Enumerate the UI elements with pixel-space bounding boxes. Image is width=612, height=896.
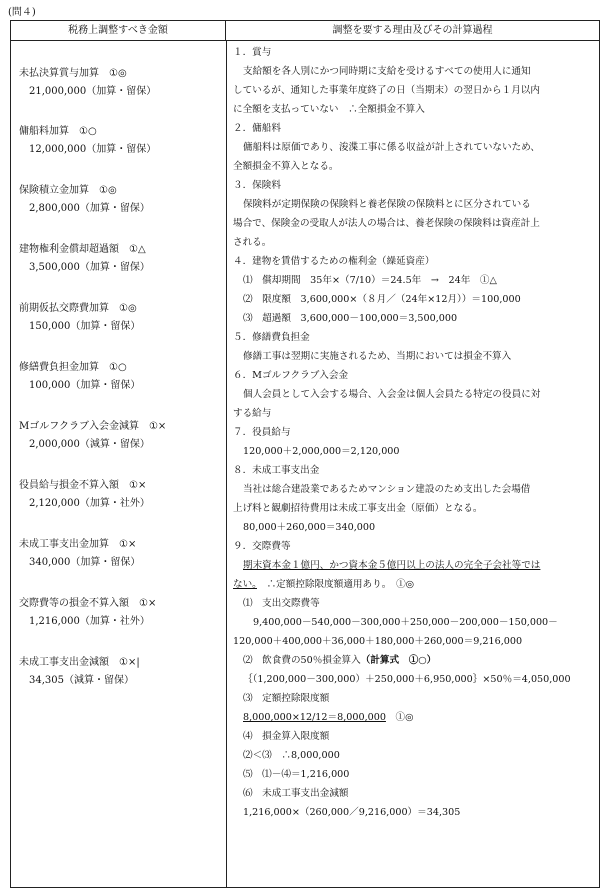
item-name: 保険積立金加算 bbox=[19, 185, 89, 196]
item-amount: 2,000,000（減算・留保） bbox=[29, 439, 150, 450]
reason-subtitle: （計算式 ①○） bbox=[360, 655, 437, 666]
item-amount: 34,305（減算・留保） bbox=[29, 675, 134, 686]
reason-line: 8,000,000×12/12＝8,000,000 bbox=[243, 712, 386, 723]
reason-text bbox=[233, 43, 595, 822]
reason-line: ない。 bbox=[233, 579, 257, 590]
grade-mark: ①×| bbox=[119, 657, 140, 668]
item-entertainment-nondeductible bbox=[19, 595, 156, 631]
reason-line: ⑶ 超過額 3,600,000－100,000＝3,500,000 bbox=[243, 313, 458, 324]
item-name: 未払決算賞与加算 bbox=[19, 68, 99, 79]
item-amount: 3,500,000（加算・留保） bbox=[29, 262, 150, 273]
grade-mark: ①○ bbox=[109, 362, 127, 373]
reason-line: ⑵＜⑶ ∴8,000,000 bbox=[243, 750, 340, 761]
reason-line: しているが、通知した事業年度終了の日（当期末）の翌日から１月以内 bbox=[233, 85, 540, 96]
reason-line: される。 bbox=[233, 237, 272, 248]
grade-mark: ①× bbox=[139, 598, 157, 609]
reason-line: 80,000＋260,000＝340,000 bbox=[243, 522, 376, 533]
grade-mark: ①◎ bbox=[109, 68, 127, 79]
section-title: ５．修繕費負担金 bbox=[233, 332, 310, 343]
item-construction-in-progress-reduce bbox=[19, 654, 140, 690]
reason-line: 全額損金不算入となる。 bbox=[233, 161, 339, 172]
item-amount: 21,000,000（加算・留保） bbox=[29, 86, 157, 97]
reason-subtitle: ⑶ 定額控除限度額 bbox=[243, 693, 330, 704]
reason-line: 9,400,000－540,000－300,000＋250,000－200,000－150,000－ bbox=[253, 617, 558, 628]
section-title: ３．保険料 bbox=[233, 180, 281, 191]
reason-line: 場合で、保険金の受取人が法人の場合は、養老保険の保険料は資産計上 bbox=[233, 218, 540, 229]
reason-line: 1,216,000×（260,000／9,216,000）＝34,305 bbox=[243, 807, 461, 818]
reason-line: 修繕工事は翌期に実施されるため、当期においては損金不算入 bbox=[243, 351, 512, 362]
item-name: 未成工事支出金減額 bbox=[19, 657, 109, 668]
section-title: ２．傭船料 bbox=[233, 123, 281, 134]
reason-line: 傭船料は原価であり、浚渫工事に係る収益が計上されていないため、 bbox=[243, 142, 541, 153]
item-insurance-reserve bbox=[19, 182, 150, 218]
item-building-rights-amortization bbox=[19, 241, 150, 277]
item-amount: 100,000（加算・留保） bbox=[29, 380, 141, 391]
grade-mark: ①× bbox=[129, 480, 147, 491]
reason-line: 120,000＋400,000＋36,000＋180,000＋260,000＝9,216,000 bbox=[233, 636, 523, 647]
reason-line: ｛（1,200,000－300,000）＋250,000＋6,950,000｝×50％＝4,050,000 bbox=[243, 674, 571, 685]
item-name: 交際費等の損金不算入額 bbox=[19, 598, 129, 609]
section-title: ７．役員給与 bbox=[233, 427, 291, 438]
grade-mark: ①◎ bbox=[99, 185, 117, 196]
section-title: ８．未成工事支出金 bbox=[233, 465, 320, 476]
reason-line: 120,000＋2,000,000＝2,120,000 bbox=[243, 446, 400, 457]
column-divider bbox=[226, 41, 227, 887]
item-golf-club-fee bbox=[19, 418, 166, 454]
item-officer-compensation bbox=[19, 477, 150, 513]
section-title: １．賞与 bbox=[233, 47, 272, 58]
grade-mark: ①◎ bbox=[119, 303, 137, 314]
item-amount: 2,800,000（加算・留保） bbox=[29, 203, 150, 214]
item-amount: 2,120,000（加算・社外） bbox=[29, 498, 150, 509]
header-adjustment-amount: 税務上調整すべき金額 bbox=[11, 21, 226, 41]
reason-line: 上げ料と観劇招待費用は未成工事支出金（原価）となる。 bbox=[233, 503, 483, 514]
item-unpaid-bonus bbox=[19, 65, 156, 101]
item-amount: 12,000,000（加算・留保） bbox=[29, 144, 157, 155]
grade-mark: ①○ bbox=[79, 126, 97, 137]
question-label: (問４) bbox=[8, 7, 36, 18]
grade-mark: ①× bbox=[148, 421, 167, 432]
item-name: 傭船料加算 bbox=[19, 126, 69, 137]
item-name: 修繕費負担金加算 bbox=[19, 362, 99, 373]
reason-line: ⑴ 償却期間 35年×（7/10）＝24.5年 → 24年 ①△ bbox=[243, 275, 497, 286]
reason-line: ⑸ ⑴－⑷＝1,216,000 bbox=[243, 769, 350, 780]
item-name: 前期仮払交際費加算 bbox=[19, 303, 109, 314]
section-title: ４．建物を賃借するための権利金（繰延資産） bbox=[233, 256, 435, 267]
reason-line: ①◎ bbox=[395, 712, 414, 723]
reason-subtitle: ⑹ 未成工事支出金減額 bbox=[243, 788, 349, 799]
item-repair-contribution bbox=[19, 359, 140, 395]
reason-line: 期末資本金１億円、かつ資本金５億円以上の法人の完全子会社等では bbox=[243, 560, 541, 571]
reason-line: 支給額を各人別にかつ同時期に支給を受けるすべての使用人に通知 bbox=[243, 66, 531, 77]
item-amount: 340,000（加算・留保） bbox=[29, 557, 141, 568]
reason-line: に全額を支払っていない ∴全額損金不算入 bbox=[233, 104, 425, 115]
reason-line: 当社は総合建設業であるためマンション建設のため支出した会場借 bbox=[243, 484, 531, 495]
answer-table bbox=[10, 20, 600, 888]
header-reason-calculation: 調整を要する理由及びその計算過程 bbox=[226, 21, 599, 41]
reason-subtitle: ⑷ 損金算入限度額 bbox=[243, 731, 330, 742]
item-name: Mゴルフクラブ入会金減算 bbox=[19, 421, 139, 432]
item-amount: 1,216,000（加算・社外） bbox=[29, 616, 150, 627]
reason-subtitle: ⑴ 支出交際費等 bbox=[243, 598, 320, 609]
item-prior-entertainment bbox=[19, 300, 140, 336]
reason-line: 保険料が定期保険の保険料と養老保険の保険料とに区分されている bbox=[243, 199, 531, 210]
reason-line: ∴定額控除限度額適用あり。 ①◎ bbox=[266, 579, 415, 590]
item-amount: 150,000（加算・留保） bbox=[29, 321, 141, 332]
item-name: 未成工事支出金加算 bbox=[19, 539, 109, 550]
grade-mark: ①△ bbox=[129, 244, 146, 255]
grade-mark: ①× bbox=[119, 539, 137, 550]
item-charter-fee bbox=[19, 123, 156, 159]
reason-line: 個人会員として入会する場合、入会金は個人会員たる特定の役員に対 bbox=[243, 389, 541, 400]
reason-line: ⑵ 限度額 3,600,000×（８月／（24年×12月））＝100,000 bbox=[243, 294, 521, 305]
item-construction-in-progress-add bbox=[19, 536, 140, 572]
item-name: 建物権利金償却超過額 bbox=[19, 244, 119, 255]
item-name: 役員給与損金不算入額 bbox=[19, 480, 119, 491]
reason-subtitle: ⑵ 飲食費の50％損金算入 bbox=[243, 655, 361, 666]
section-title: ６．Mゴルフクラブ入会金 bbox=[233, 370, 349, 381]
reason-line: する給与 bbox=[233, 408, 272, 419]
section-title: ９．交際費等 bbox=[233, 541, 291, 552]
